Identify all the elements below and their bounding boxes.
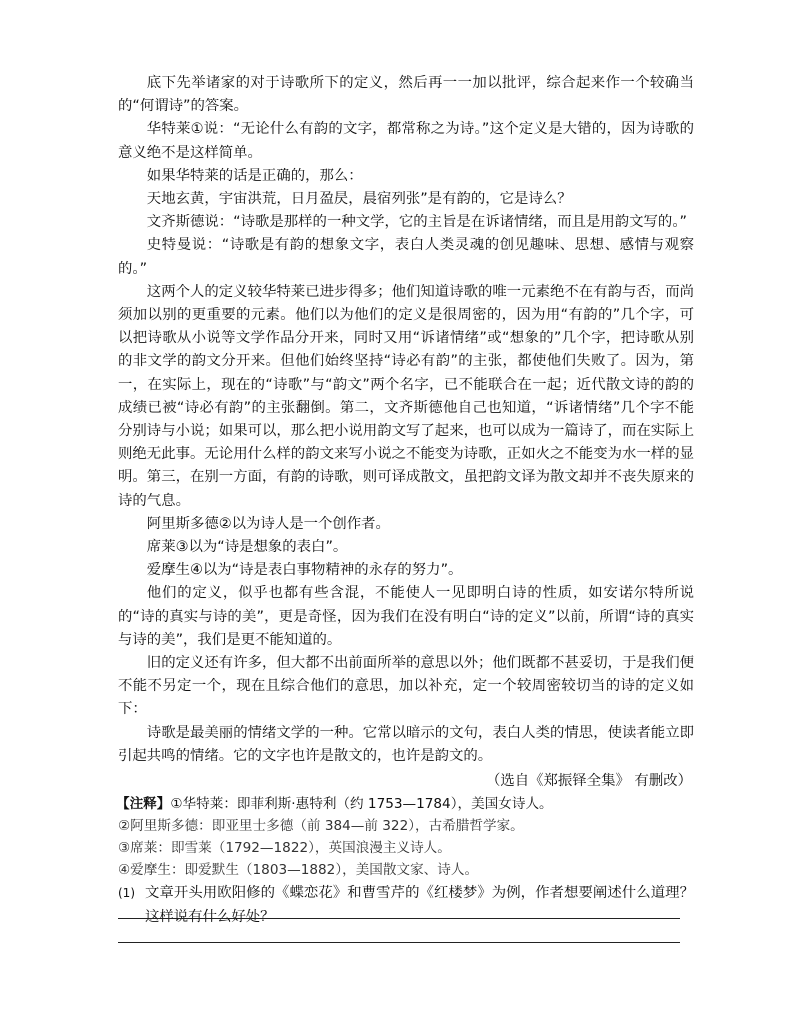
paragraph-analysis: 这两个人的定义较华特莱已进步得多；他们知道诗歌的唯一元素绝不在有韵与否，而尚须加以别的更重要的元素。他们以为他们的定义是很周密的，因为用“有韵的”几个字，可以把诗歌从小说等文学作品分开来，同时又用“诉诸情绪”或“想象的”几个字，把诗歌从别的非文学的韵文分开来。但他们始终坚持“诗必有韵”的主张，都使他们失败了。因为，第一，在实际上，现在的“诗歌”与“韵文”两个名字，已不能联合在一起；近代散文诗的韵的成绩已被“诗必有韵”的主张翻倒。第二，文齐斯德他自己也知道，“诉诸情绪”几个字不能分别诗与小说；如果可以，那么把小说用韵文写了起来，也可以成为一篇诗了，而在实际上则绝无此事。无论用什么样的韵文来写小说之不能变为诗歌，正如火之不能变为水一样的显明。第三，在别一方面，有韵的诗歌，则可译成散文，虽把韵文译为散文却并不丧失原来的诗的气息。 bbox=[118, 283, 694, 509]
annotation-4: ④爱摩生：即爱默生（1803—1882），美国散文家、诗人。 bbox=[118, 862, 479, 879]
answer-line[interactable] bbox=[118, 918, 680, 919]
answer-line[interactable] bbox=[118, 942, 680, 943]
annotation-tag: 【注释】 bbox=[116, 796, 171, 813]
paragraph-example-verse: 天地玄黄，宇宙洪荒，日月盈昃，晨宿列张”是有韵的，它是诗么？ bbox=[146, 191, 572, 208]
paragraph-winchester: 文齐斯德说：“诗歌是那样的一种文学，它的主旨是在诉诸情绪，而且是用韵文写的。” bbox=[146, 214, 687, 231]
paragraph-whatley: 华特莱①说：“无论什么有韵的文字，都常称之为诗。”这个定义是大错的，因为诗歌的意义绝不是这样简单。 bbox=[118, 121, 694, 161]
question-1 bbox=[118, 882, 694, 928]
annotation-1 bbox=[116, 793, 694, 815]
paragraph-new-definition-intro: 旧的定义还有许多，但大都不出前面所举的意思以外；他们既都不甚妥切，于是我们便不能不另定一个，现在且综合他们的意思，加以补充，定一个较周密较切当的诗的定义如下： bbox=[118, 655, 694, 718]
source-citation: （选自《郑振铎全集》 有删改） bbox=[485, 773, 692, 790]
question-text: 文章开头用欧阳修的《蝶恋花》和曹雪芹的《红楼梦》为例，作者想要阐述什么道理？这样说有什么好处？ bbox=[145, 885, 694, 925]
paragraph-definition: 诗歌是最美丽的情绪文学的一种。它常以暗示的文句，表白人类的情思，使读者能立即引起共鸣的情绪。它的文字也许是散文的，也许是韵文的。 bbox=[118, 724, 694, 764]
paragraph-intro: 底下先举诸家的对于诗歌所下的定义，然后再一一加以批评，综合起来作一个较确当的“何谓诗”的答案。 bbox=[118, 75, 694, 115]
paragraph-shelley: 席莱③以为“诗是想象的表白”。 bbox=[146, 539, 348, 556]
paragraph-aristotle: 阿里斯多德②以为诗人是一个创作者。 bbox=[146, 515, 390, 532]
annotation-2: ②阿里斯多德：即亚里士多德（前 384—前 322），古希腊哲学家。 bbox=[118, 818, 524, 835]
annotations bbox=[118, 793, 694, 881]
article-body bbox=[118, 72, 694, 929]
paragraph-stedman: 史特曼说：“诗歌是有韵的想象文字，表白人类灵魂的创见趣味、思想、感情与观察的。” bbox=[118, 237, 694, 277]
question-number: (1) bbox=[118, 886, 135, 901]
paragraph-vague-definitions: 他们的定义，似乎也都有些含混，不能使人一见即明白诗的性质，如安诺尔特所说的“诗的真实与诗的美”，更是奇怪，因为我们在没有明白“诗的定义”以前，所谓“诗的真实与诗的美”，我们是更不能知道的。 bbox=[118, 585, 694, 648]
paragraph-if-correct: 如果华特莱的话是正确的，那么： bbox=[146, 167, 363, 184]
paragraph-emerson: 爱摩生④以为“诗是表白事物精神的永存的努力”。 bbox=[146, 562, 463, 579]
annotation-text: ①华特莱：即菲利斯·惠特利（约 1753—1784），美国女诗人。 bbox=[170, 796, 553, 813]
annotation-3: ③席莱：即雪莱（1792—1822），英国浪漫主义诗人。 bbox=[118, 840, 451, 857]
